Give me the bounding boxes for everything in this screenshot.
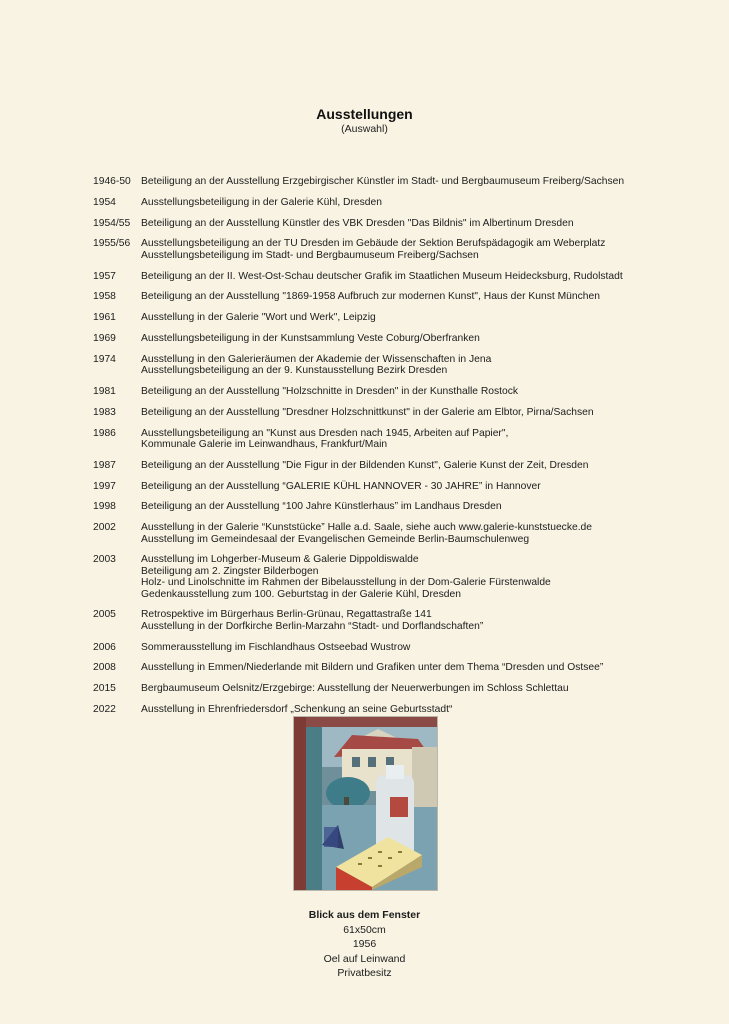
exhibition-year: 1981 (93, 385, 116, 397)
exhibition-year: 1946-50 (93, 176, 131, 187)
exhibition-year: 2008 (93, 662, 116, 674)
exhibition-description (141, 176, 713, 187)
exhibition-description (141, 407, 713, 418)
exhibition-year: 1969 (93, 332, 116, 344)
exhibition-entry (93, 271, 713, 282)
exhibition-year: 1961 (93, 312, 116, 324)
exhibition-description (141, 271, 713, 282)
exhibition-line: Beteiligung an der Ausstellung Erzgebirgischer Künstler im Stadt- und Bergbaumuseum Freiberg/Sachsen (141, 176, 625, 187)
exhibition-entry (93, 428, 713, 451)
artwork-title: Blick aus dem Fenster (308, 909, 421, 921)
exhibition-line: Beteiligung an der II. West-Ost-Schau deutscher Grafik im Staatlichen Museum Heidecksburg, Rudolstadt (141, 270, 623, 282)
exhibition-description (141, 642, 713, 653)
exhibition-year: 1955/56 (93, 238, 131, 250)
exhibition-line: Beteiligung an der Ausstellung "Dresdner Holzschnittkunst" in der Galerie am Elbtor, Pirna/Sachsen (141, 406, 594, 418)
exhibition-entry (93, 704, 713, 715)
exhibition-entry (93, 333, 713, 344)
exhibition-description (141, 428, 713, 451)
exhibition-line: Beteiligung an der Ausstellung "Holzschnitte in Dresden" in der Kunsthalle Rostock (141, 385, 519, 397)
exhibition-year: 1957 (93, 270, 116, 282)
exhibition-line: Ausstellung in den Galerieräumen der Akademie der Wissenschaften in Jena (141, 353, 492, 365)
exhibition-description (141, 522, 713, 545)
exhibition-line: Ausstellungsbeteiligung an der TU Dresden im Gebäude der Sektion Berufspädagogik am Weberplatz (141, 238, 606, 250)
exhibition-description (141, 460, 713, 471)
painting-image (293, 716, 438, 891)
page-title: Ausstellungen (316, 106, 413, 122)
exhibition-line: Ausstellung in der Galerie “Kunststücke” Halle a.d. Saale, siehe auch www.galerie-kunststuecke.de (141, 522, 593, 534)
exhibition-line: Beteiligung am 2. Zingster Bilderbogen (141, 565, 319, 577)
exhibition-year: 1986 (93, 427, 116, 439)
exhibition-line: Beteiligung an der Ausstellung “100 Jahre Künstlerhaus” im Landhaus Dresden (141, 501, 502, 513)
exhibition-list (93, 176, 713, 725)
exhibition-description (141, 312, 713, 323)
exhibition-line: Ausstellungsbeteiligung an der 9. Kunstausstellung Bezirk Dresden (141, 365, 448, 377)
exhibition-line: Ausstellung in Ehrenfriedersdorf „Schenkung an seine Geburtsstadt“ (141, 703, 453, 715)
exhibition-entry (93, 642, 713, 653)
exhibition-entry (93, 501, 713, 512)
exhibition-line: Ausstellungsbeteiligung in der Kunstsammlung Veste Coburg/Oberfranken (141, 332, 480, 344)
exhibition-year: 1998 (93, 501, 116, 513)
exhibition-line: Beteiligung an der Ausstellung “GALERIE KÜHL HANNOVER - 30 JAHRE” in Hannover (141, 480, 541, 492)
exhibition-year: 2015 (93, 683, 116, 695)
exhibition-entry (93, 312, 713, 323)
exhibition-line: Bergbaumuseum Oelsnitz/Erzgebirge: Ausstellung der Neuerwerbungen im Schloss Schlettau (141, 683, 569, 695)
exhibition-description (141, 481, 713, 492)
exhibition-year: 1997 (93, 480, 116, 492)
exhibition-entry (93, 460, 713, 471)
exhibition-entry (93, 291, 713, 302)
exhibition-description (141, 238, 713, 261)
exhibition-line: Ausstellung in der Dorfkirche Berlin-Marzahn “Stadt- und Dorflandschaften” (141, 620, 484, 632)
exhibition-year: 1974 (93, 353, 116, 365)
exhibition-entry (93, 218, 713, 229)
exhibition-line: Beteiligung an der Ausstellung "Die Figur in der Bildenden Kunst", Galerie Kunst der Zeit, Dresden (141, 459, 589, 471)
exhibition-year: 2022 (93, 703, 116, 715)
exhibition-description (141, 354, 713, 377)
exhibition-year: 1983 (93, 406, 116, 418)
exhibition-entry (93, 354, 713, 377)
exhibition-description (141, 333, 713, 344)
exhibition-year: 2002 (93, 522, 116, 534)
exhibition-entry (93, 176, 713, 187)
exhibition-line: Kommunale Galerie im Leinwandhaus, Frankfurt/Main (141, 438, 388, 450)
exhibition-entry (93, 662, 713, 673)
exhibition-line: Ausstellung im Gemeindesaal der Evangelischen Gemeinde Berlin-Baumschulenweg (141, 533, 530, 545)
exhibition-entry (93, 683, 713, 694)
exhibition-entry (93, 238, 713, 261)
artwork-size: 61x50cm (343, 923, 386, 936)
painting-artwork (294, 717, 437, 890)
exhibition-description (141, 197, 713, 208)
exhibition-line: Retrospektive im Bürgerhaus Berlin-Grünau, Regattastraße 141 (141, 609, 432, 621)
exhibition-year: 1987 (93, 459, 116, 471)
exhibition-line: Beteiligung an der Ausstellung Künstler des VBK Dresden "Das Bildnis" im Albertinum Dresden (141, 217, 574, 229)
exhibition-line: Ausstellung in Emmen/Niederlande mit Bildern und Grafiken unter dem Thema “Dresden und Ostsee” (141, 662, 604, 674)
exhibition-year: 1954 (93, 196, 116, 208)
exhibition-entry (93, 197, 713, 208)
exhibition-description (141, 554, 713, 600)
exhibition-description (141, 683, 713, 694)
exhibition-year: 1954/55 (93, 217, 131, 229)
exhibition-description (141, 662, 713, 673)
page-subtitle: (Auswahl) (341, 123, 388, 135)
exhibition-description (141, 218, 713, 229)
exhibition-line: Ausstellungsbeteiligung in der Galerie Kühl, Dresden (141, 196, 382, 208)
exhibition-entry (93, 407, 713, 418)
exhibition-line: Ausstellung in der Galerie "Wort und Werk", Leipzig (141, 312, 376, 324)
exhibition-year: 2006 (93, 641, 116, 653)
exhibition-line: Sommerausstellung im Fischlandhaus Ostseebad Wustrow (141, 641, 411, 653)
exhibition-entry (93, 386, 713, 397)
exhibition-year: 2005 (93, 609, 116, 621)
exhibition-description (141, 386, 713, 397)
exhibition-entry (93, 609, 713, 632)
artwork-caption (0, 908, 729, 981)
exhibition-description (141, 609, 713, 632)
exhibition-line: Gedenkausstellung zum 100. Geburtstag in der Galerie Kühl, Dresden (141, 588, 461, 600)
exhibition-description (141, 704, 713, 715)
exhibition-description (141, 291, 713, 302)
artwork-medium: Oel auf Leinwand (323, 952, 406, 965)
exhibition-line: Beteiligung an der Ausstellung "1869-1958 Aufbruch zur modernen Kunst", Haus der Kunst München (141, 291, 600, 303)
exhibition-line: Ausstellung im Lohgerber-Museum & Galerie Dippoldiswalde (141, 554, 419, 566)
exhibition-entry (93, 481, 713, 492)
exhibition-entry (93, 522, 713, 545)
exhibition-line: Ausstellungsbeteiligung an "Kunst aus Dresden nach 1945, Arbeiten auf Papier", (141, 427, 509, 439)
artwork-year: 1956 (352, 938, 377, 951)
exhibition-entry (93, 554, 713, 600)
exhibition-line: Holz- und Linolschnitte im Rahmen der Bibelausstellung in der Dom-Galerie Fürstenwalde (141, 577, 551, 589)
artwork-owner: Privatbesitz (337, 967, 392, 980)
exhibition-line: Ausstellungsbeteiligung im Stadt- und Bergbaumuseum Freiberg/Sachsen (141, 249, 479, 261)
exhibition-year: 1958 (93, 291, 116, 303)
exhibition-description (141, 501, 713, 512)
exhibition-year: 2003 (93, 554, 116, 566)
